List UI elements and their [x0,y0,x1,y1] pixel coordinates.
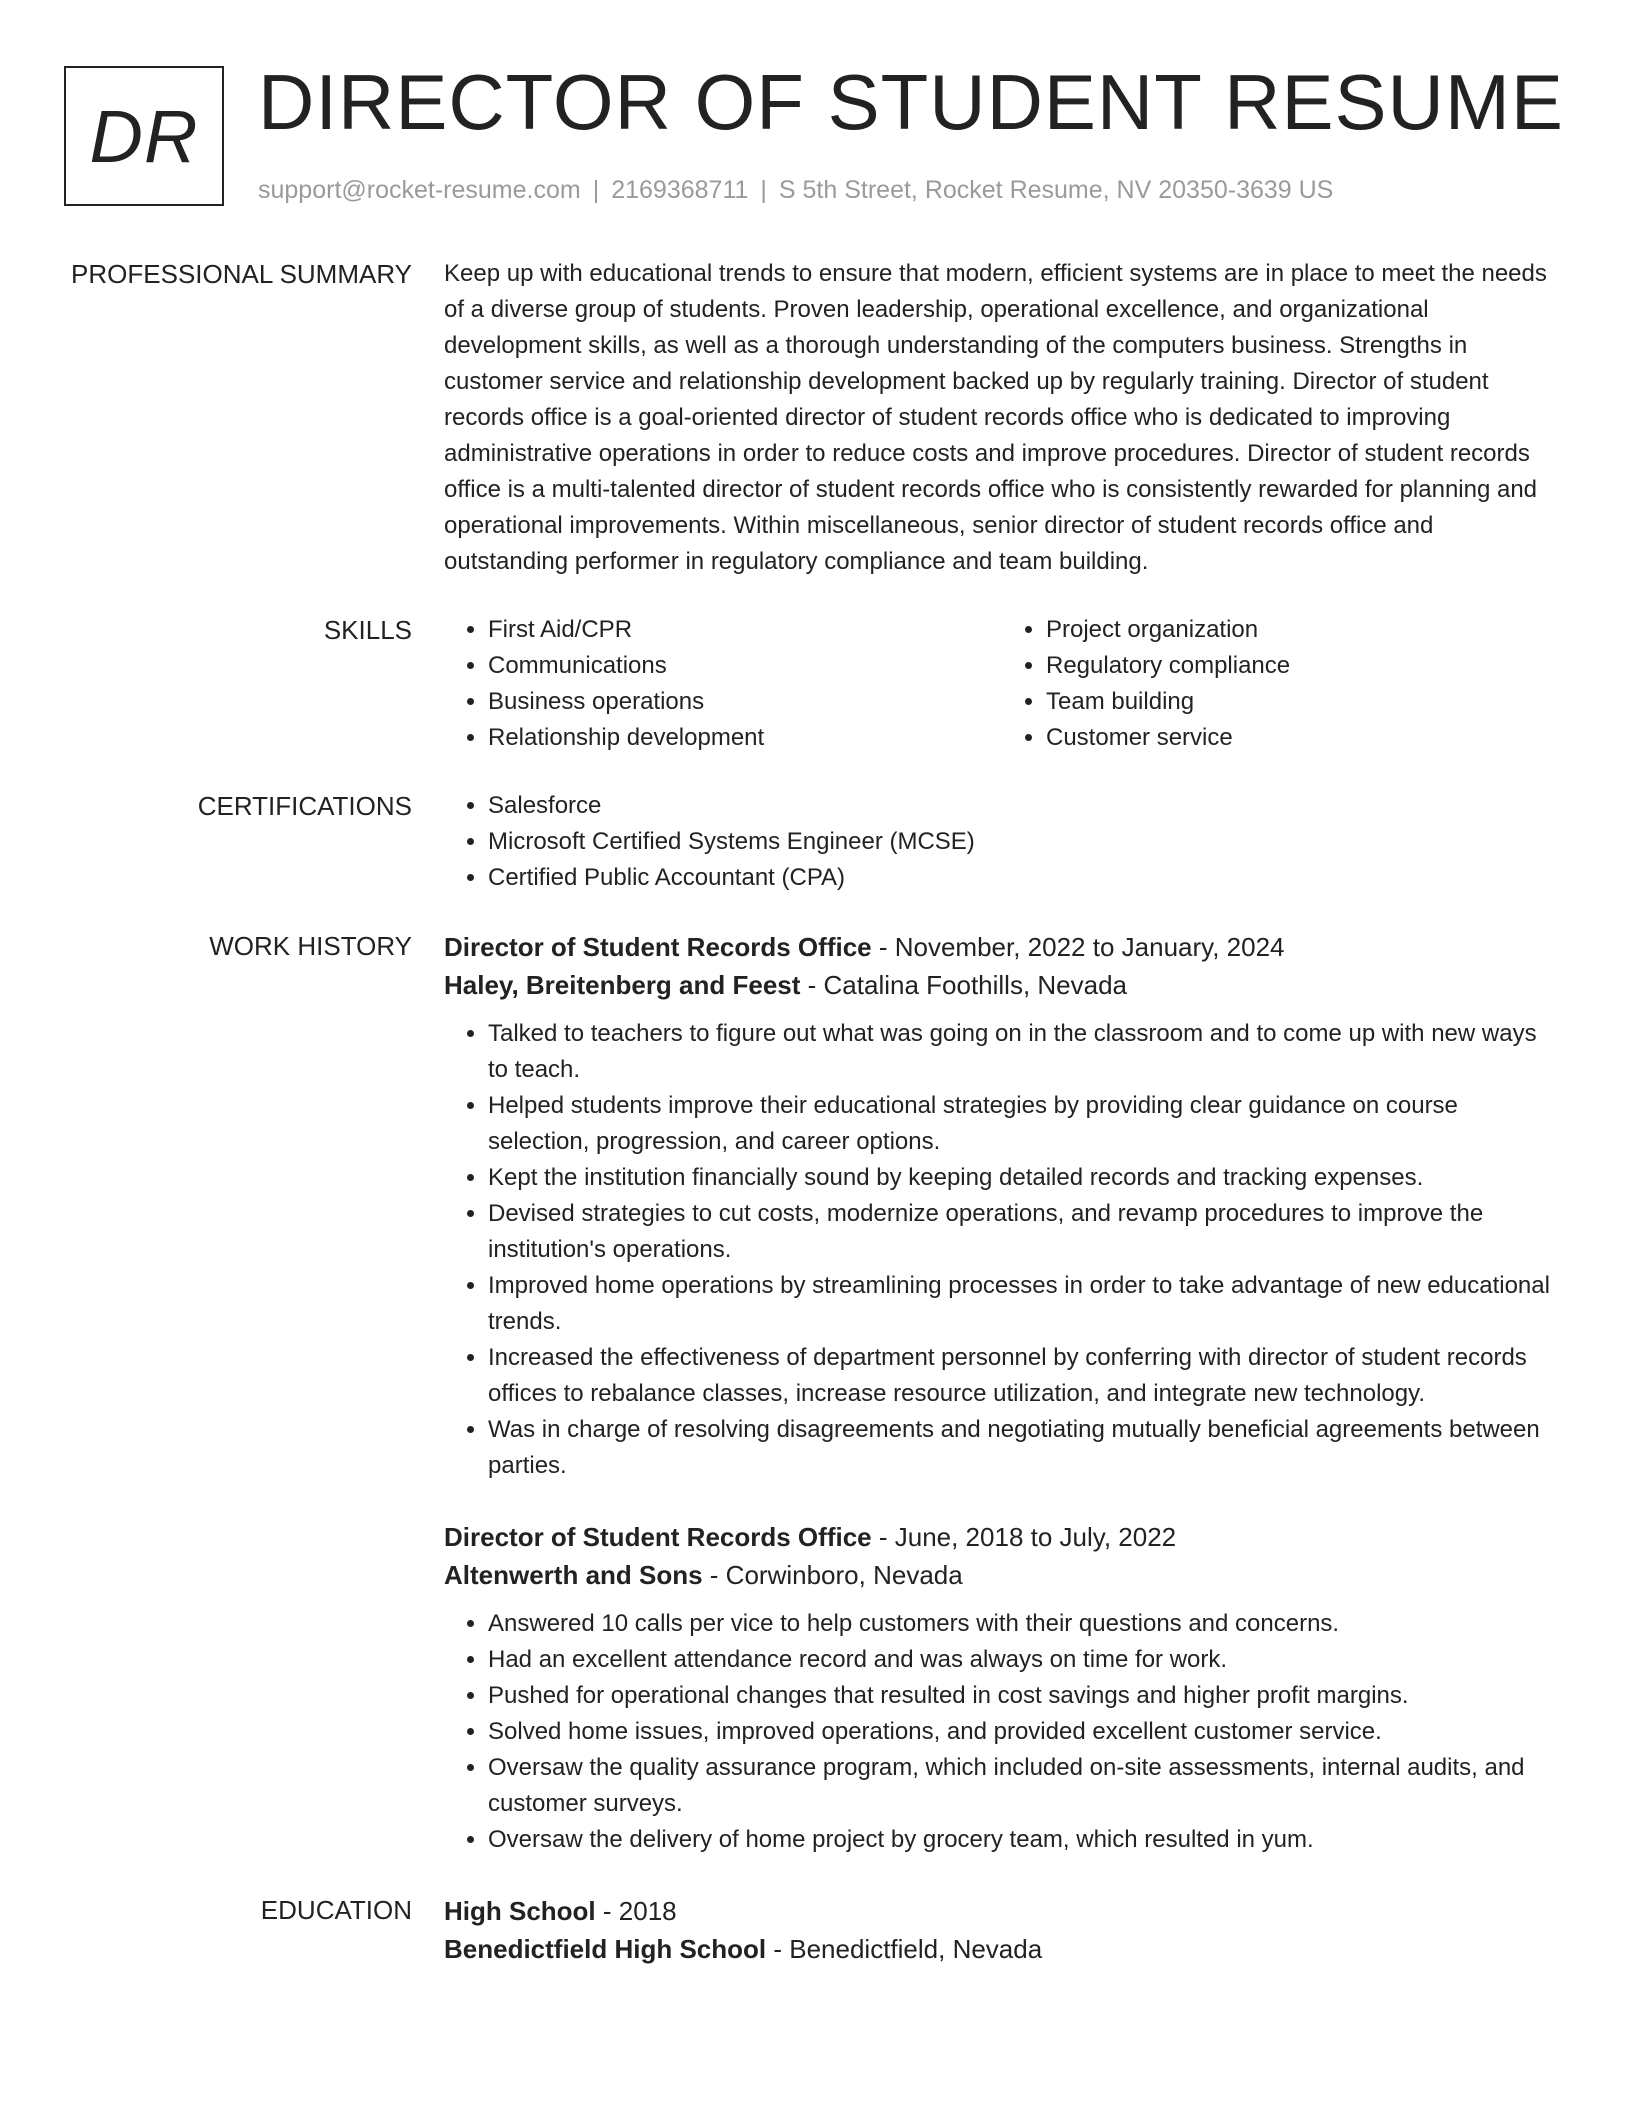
job-location: - Catalina Foothills, Nevada [800,970,1128,1000]
contact-separator: | [592,176,600,204]
job-company: Haley, Breitenberg and Feest [444,970,801,1000]
education-degree: High School [444,1896,596,1926]
job-bullet: • Improved home operations by streamlining processes in order to take advantage of new educational trends. [488,1268,1560,1340]
education-label: EDUCATION [260,1895,412,1925]
job-bullet: • Answered 10 calls per vice to help customers with their questions and concerns. [488,1606,1560,1642]
skill-item: • Customer service [1046,720,1560,756]
job-title-line [444,1518,1560,1556]
certifications-label: CERTIFICATIONS [197,791,412,821]
job-company-line [444,1556,1560,1594]
work-history-label: WORK HISTORY [209,931,412,961]
certification-item: • Microsoft Certified Systems Engineer (MCSE) [488,824,1560,860]
skills-label: SKILLS [323,615,412,645]
skills-list-left [444,612,1002,756]
job-dates: - June, 2018 to July, 2022 [871,1522,1177,1552]
job-company: Altenwerth and Sons [444,1560,703,1590]
contact-address: S 5th Street, Rocket Resume, NV 20350-3639 US [778,176,1334,204]
education-school: Benedictfield High School [444,1934,767,1964]
summary-label: PROFESSIONAL SUMMARY [71,259,412,289]
job-bullets [444,1606,1560,1858]
contact-email: support@rocket-resume.com [258,176,581,204]
certifications-body [444,788,1560,896]
skill-item: • Communications [488,648,1002,684]
skill-item: • Business operations [488,684,1002,720]
contact-line [258,172,1333,208]
job-title-line [444,928,1560,966]
summary-text: Keep up with educational trends to ensure that modern, efficient systems are in place to meet the needs of a diverse group of students. Proven leadership, operational excellence, and organizational development skills, as well as a thorough understanding of the computers business. Strengths in customer service and relationship development backed up by regularly training. Director of student records office is a goal-oriented director of student records office who is dedicated to improving administrative operations in order to reduce costs and improve procedures. Director of student records office is a multi-talented director of student records office who is consistently rewarded for planning and operational improvements. Within miscellaneous, senior director of student records office and outstanding performer in regulatory compliance and team building. [444,260,1547,575]
certification-item: • Certified Public Accountant (CPA) [488,860,1560,896]
job-entry [444,1518,1560,1858]
job-bullet: • Solved home issues, improved operations, and provided excellent customer service. [488,1714,1560,1750]
job-dates: - November, 2022 to January, 2024 [871,932,1285,962]
job-bullet: • Had an excellent attendance record and was always on time for work. [488,1642,1560,1678]
job-bullet: • Increased the effectiveness of department personnel by conferring with director of student records offices to rebalance classes, increase resource utilization, and integrate new technology. [488,1340,1560,1412]
skill-item: • First Aid/CPR [488,612,1002,648]
summary-body [444,256,1560,580]
contact-phone: 2169368711 [611,176,749,204]
job-bullet: • Oversaw the quality assurance program, which included on-site assessments, internal audits, and customer surveys. [488,1750,1560,1822]
education-school-line [444,1930,1560,1968]
skills-list-right [1002,612,1560,756]
resume-name: DIRECTOR OF STUDENT RESUME [258,58,1564,146]
skill-item: • Relationship development [488,720,1002,756]
monogram-initials: DR [64,66,224,206]
job-bullet: • Kept the institution financially sound by keeping detailed records and tracking expenses. [488,1160,1560,1196]
skills-body [444,612,1560,756]
education-degree-line [444,1892,1560,1930]
contact-separator: | [760,176,767,204]
job-entry [444,928,1560,1484]
job-bullet: • Was in charge of resolving disagreements and negotiating mutually beneficial agreements between parties. [488,1412,1560,1484]
certification-item: • Salesforce [488,788,1560,824]
job-title: Director of Student Records Office [444,932,872,962]
job-bullet: • Oversaw the delivery of home project by grocery team, which resulted in yum. [488,1822,1560,1858]
education-body [444,1892,1560,1968]
job-bullet: • Talked to teachers to figure out what was going on in the classroom and to come up with new ways to teach. [488,1016,1560,1088]
skill-item: • Project organization [1046,612,1560,648]
skill-item: • Regulatory compliance [1046,648,1560,684]
certifications-list [444,788,1560,896]
job-bullet: • Helped students improve their educational strategies by providing clear guidance on course selection, progression, and career options. [488,1088,1560,1160]
work-history-body [444,928,1560,1858]
job-bullets [444,1016,1560,1484]
education-location: - Benedictfield, Nevada [766,1934,1043,1964]
job-bullet: • Devised strategies to cut costs, modernize operations, and revamp procedures to improve the institution's operations. [488,1196,1560,1268]
job-location: - Corwinboro, Nevada [702,1560,963,1590]
education-year: - 2018 [595,1896,677,1926]
job-title: Director of Student Records Office [444,1522,872,1552]
job-bullet: • Pushed for operational changes that resulted in cost savings and higher profit margins. [488,1678,1560,1714]
job-company-line [444,966,1560,1004]
skill-item: • Team building [1046,684,1560,720]
